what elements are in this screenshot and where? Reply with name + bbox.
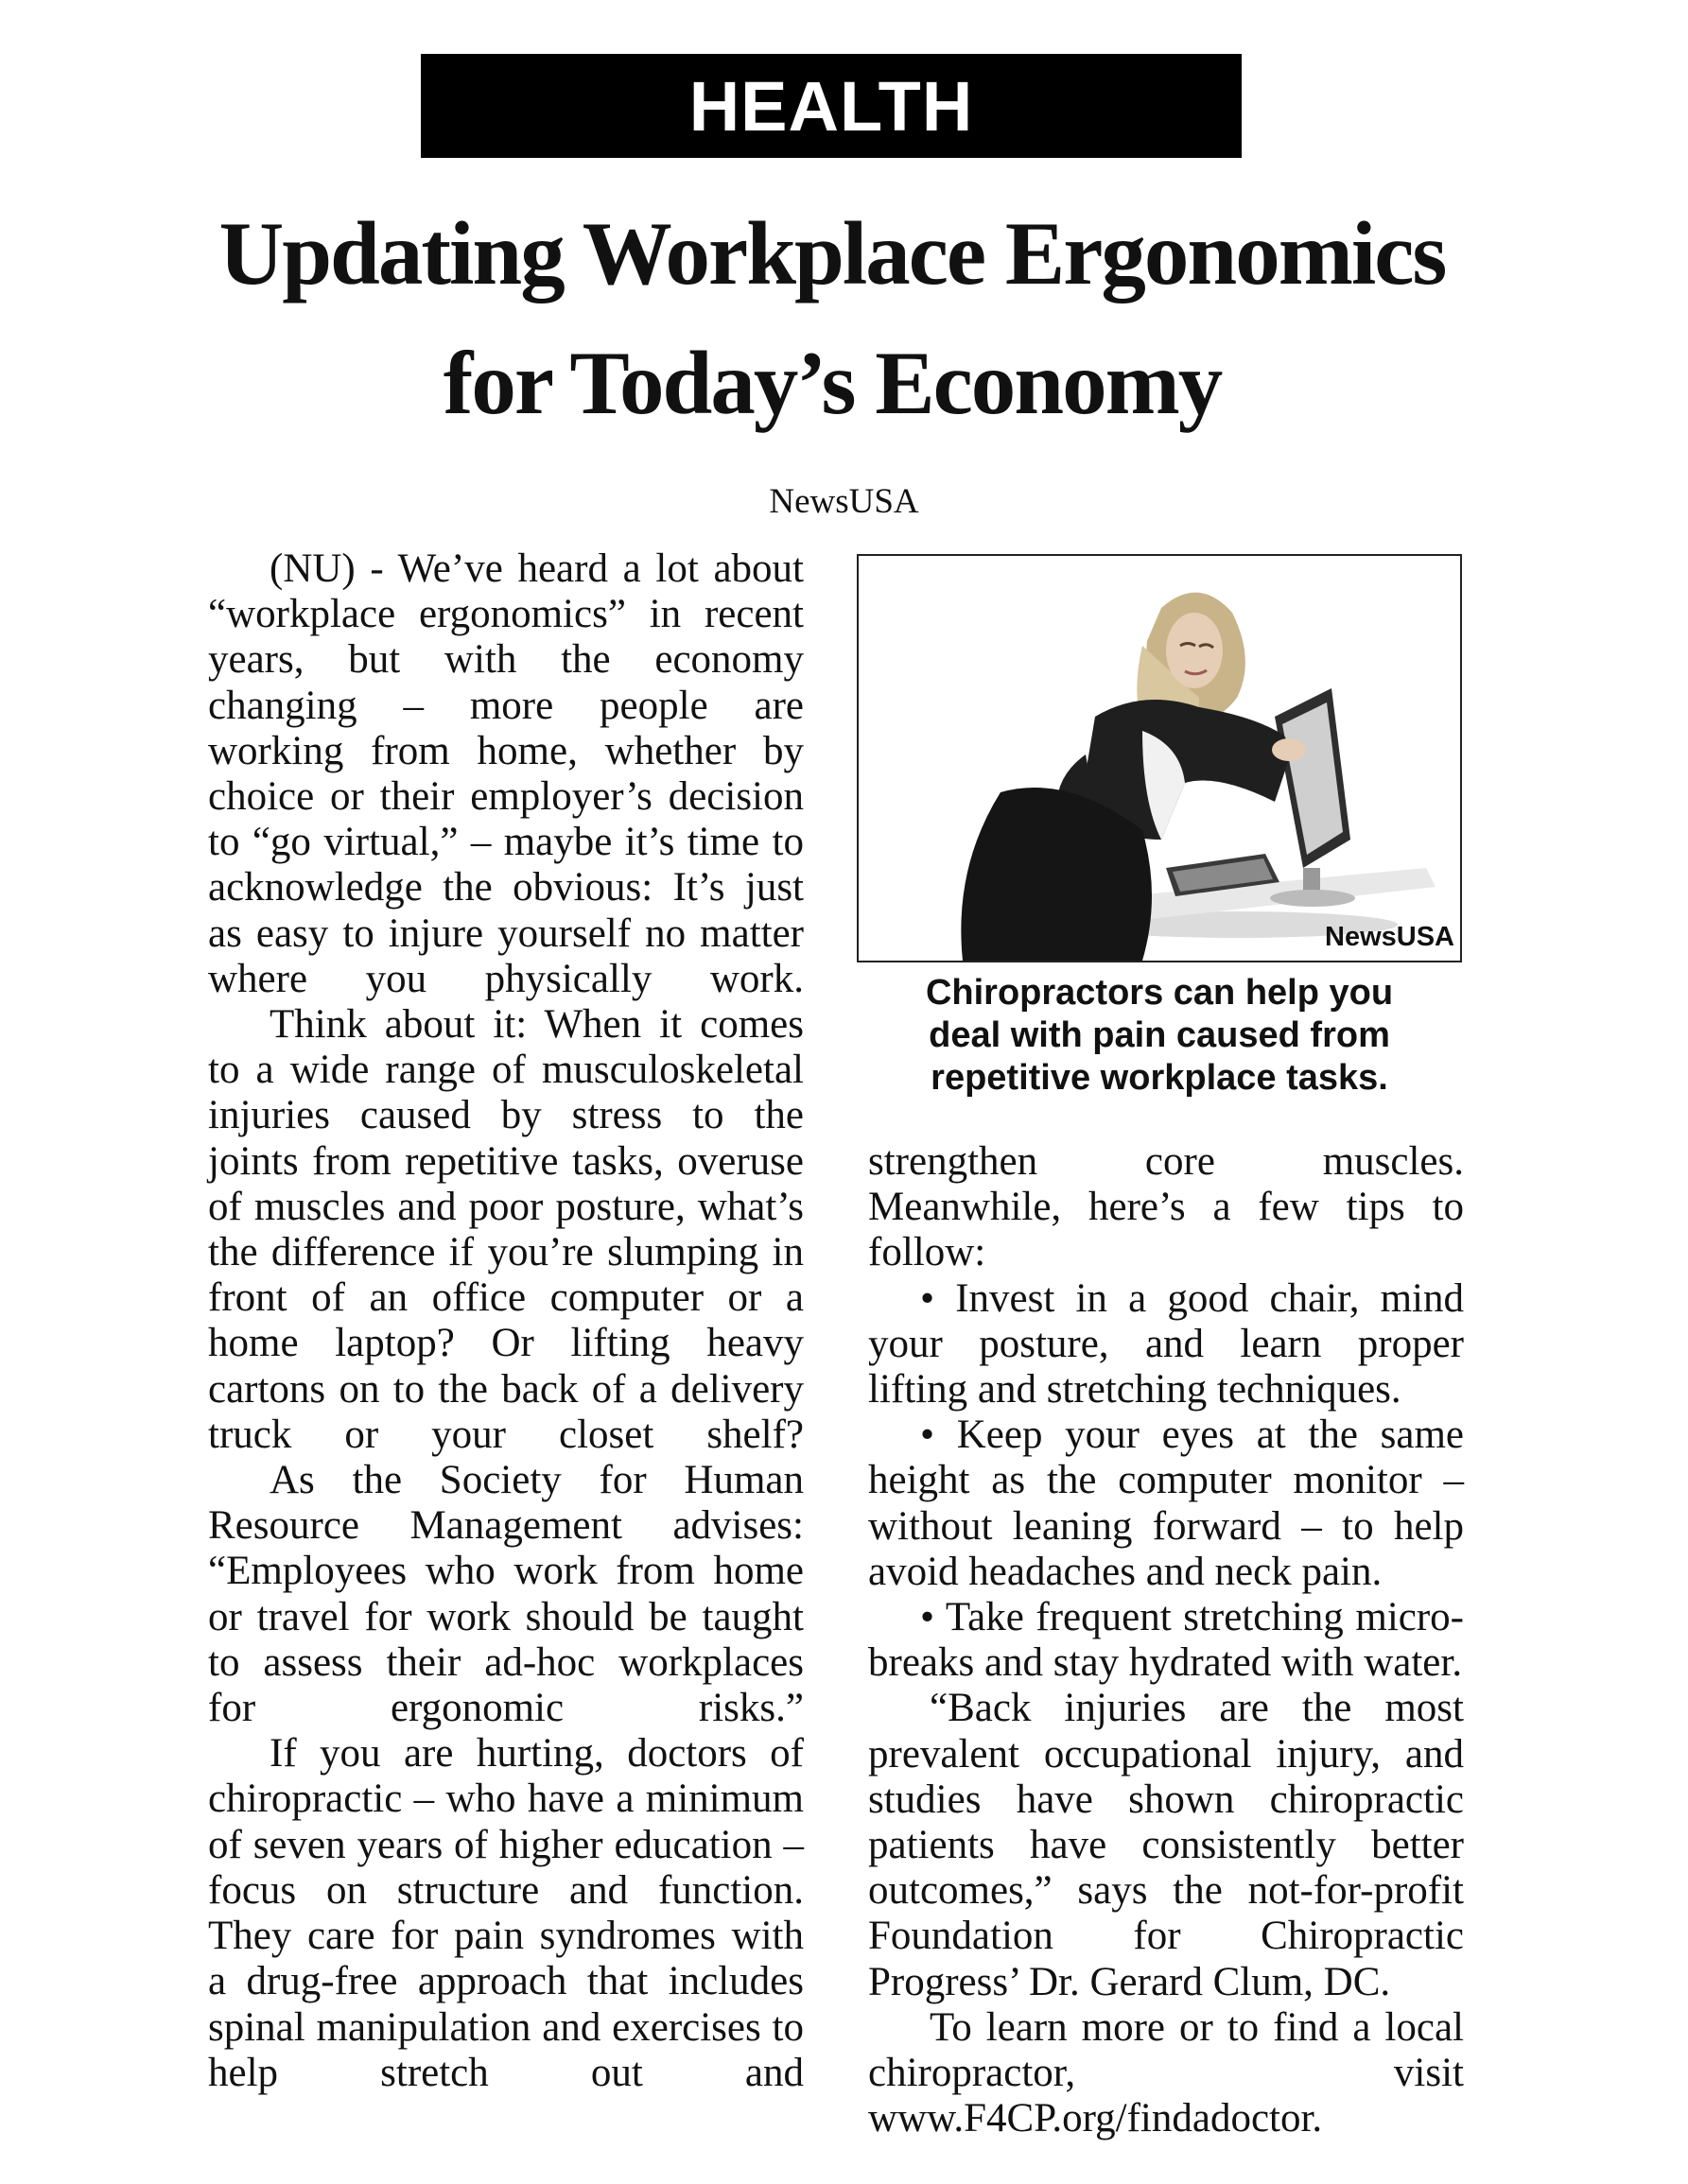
tip-item: • Invest in a good chair, mind your posture, and learn proper lifting and stretching techniques. (868, 1275, 1464, 1413)
paragraph: If you are hurting, doctors of chiropractic – who have a minimum of seven years of higher education – focus on structure and function. They care for pain syndromes with a drug-free approach that includes spinal manipulation and exercises to help stretch out and (208, 1731, 804, 2095)
article-headline (142, 189, 1523, 448)
caption-line-3: repetitive workplace tasks. (931, 1058, 1388, 1098)
paragraph: (NU) - We’ve heard a lot about “workplace ergonomics” in recent years, but with the economy changing – more people are working from home, whether by choice or their employer’s decision to “go virtual,” – maybe it’s time to acknowledge the obvious: It’s just as easy to injure yourself no matter where you physically work. (208, 546, 804, 1001)
paragraph: “Back injuries are the most prevalent occupational injury, and studies have shown chiropractic patients have consistently better outcomes,” says the not-for-profit Foundation for Chiropractic Progress’ Dr. Gerard Clum, DC. (868, 1686, 1464, 2004)
photo-caption (857, 972, 1462, 1100)
paragraph: To learn more or to find a local chiropractor, visit www.F4CP.org/findadoctor. (868, 2004, 1464, 2141)
byline: NewsUSA (769, 482, 919, 521)
paragraph: As the Society for Human Resource Management advises: “Employees who work from home or travel for work should be taught to assess their ad-hoc workplaces for ergonomic risks.” (208, 1458, 804, 1731)
paragraph: Think about it: When it comes to a wide range of musculoskeletal injuries caused by stress to the joints from repetitive tasks, overuse of muscles and poor posture, what’s the difference if you’re slumping in front of an office computer or a home laptop? Or lifting heavy cartons on to the back of a delivery truck or your closet shelf? (208, 1002, 804, 1457)
headline-line-1: Updating Workplace Ergonomics (218, 203, 1446, 303)
article-photo (857, 554, 1462, 962)
tip-item: • Take frequent stretching micro-breaks and stay hydrated with water. (868, 1595, 1464, 1686)
paragraph: strengthen core muscles. Meanwhile, here’s a few tips to follow: (868, 1139, 1464, 1275)
caption-line-2: deal with pain caused from (929, 1015, 1390, 1055)
section-label: HEALTH (688, 66, 974, 146)
headline-line-2: for Today’s Economy (443, 333, 1222, 433)
caption-line-1: Chiropractors can help you (925, 973, 1394, 1013)
section-banner (421, 54, 1242, 158)
tip-item: • Keep your eyes at the same height as the computer monitor – without leaning forward – to help avoid headaches and neck pain. (868, 1413, 1464, 1594)
article-column-1 (208, 546, 804, 2096)
article-column-2 (868, 1139, 1464, 2141)
photo-credit: NewsUSA (1325, 922, 1454, 952)
photo-illustration (859, 556, 1460, 961)
